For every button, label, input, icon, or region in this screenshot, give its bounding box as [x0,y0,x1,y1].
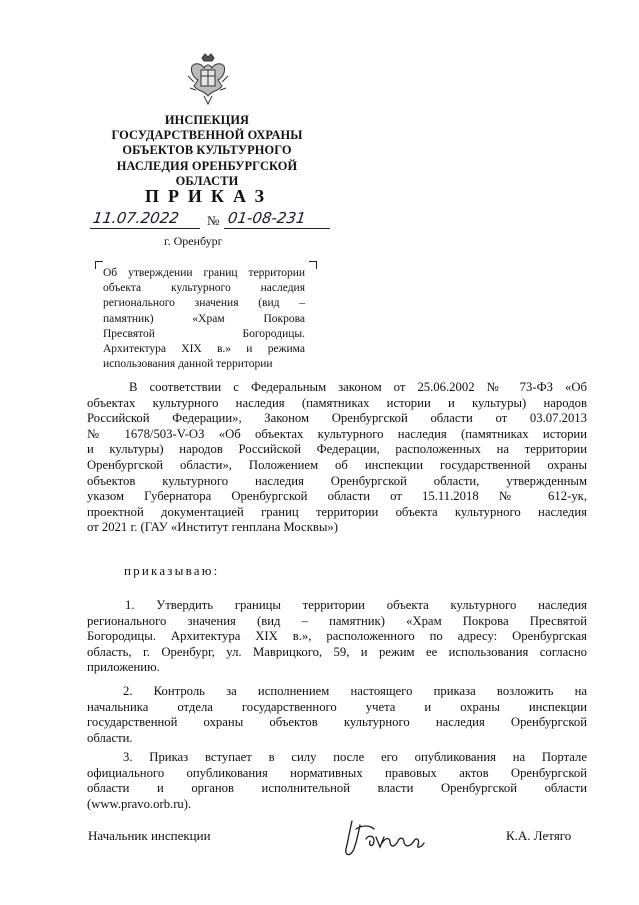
date-underline [90,228,200,229]
signatory-name: К.А. Летяго [506,828,572,843]
order-item-2 [87,684,587,746]
subject-line: объекта культурного наследия [103,282,305,295]
preamble-line: указом Губернатора Оренбургской области от 15.11.2018 № 612-ук, [87,489,587,504]
order-subject [103,266,305,372]
order-word: приказываю: [124,563,220,578]
subject-line: Архитектура XIX в.» и режима [103,343,305,356]
order-item-3 [87,750,587,812]
preamble-line: № 1678/503-V-ОЗ «Об объектах культурного наследия (памятниках истории [87,426,587,441]
item-line: официального опубликования нормативных правовых актов Оренбургской [87,765,587,780]
item-line: 3. Приказ вступает в силу после его опубликования на Портале [123,750,587,764]
org-line: ИНСПЕКЦИЯ [164,113,250,127]
item-line: приложению. [87,660,160,675]
item-line: области. [87,730,133,745]
preamble-line: проектной документацией границ территории объекта культурного наследия [87,504,587,519]
subject-corner-left [95,261,103,269]
handwritten-number: 01-08-231 [226,209,307,227]
item-line: (www.pravo.orb.ru). [87,796,192,811]
number-underline [224,228,330,229]
subject-line: использования данной территории [103,358,273,371]
preamble-paragraph [87,380,587,536]
item-line: государственной охраны объектов культурного наследия Оренбургской [87,715,587,730]
org-line: ГОСУДАРСТВЕННОЙ ОХРАНЫ [111,128,303,143]
preamble-line: и культуры) народов Российской Федерации, расположенных на территории [87,442,587,457]
signatory-position: Начальник инспекции [88,828,211,843]
handwritten-signature [340,815,430,861]
preamble-line: Оренбургской области», Положением об инспекции государственной охраны [87,457,587,472]
org-line: ОБЛАСТИ [175,173,239,188]
org-line: НАСЛЕДИЯ ОРЕНБУРГСКОЙ [116,158,298,173]
subject-corner-right [309,261,317,269]
item-line: 2. Контроль за исполнением настоящего приказа возложить на [123,684,587,698]
org-line: ОБЪЕКТОВ КУЛЬТУРНОГО [122,143,292,158]
preamble-line: объектов культурного наследия Оренбургской области, утвержденным [87,473,587,488]
preamble-line: В соответствии с Федеральным законом от 25.06.2002 № 73-ФЗ «Об [129,380,587,394]
issuing-authority [96,113,318,189]
preamble-line: объектах культурного наследия (памятниках истории и культуры) народов [87,395,587,410]
preamble-line: от 2021 г. (ГАУ «Институт генплана Москвы») [87,520,338,535]
handwritten-date: 11.07.2022 [91,209,181,227]
item-line: 1. Утвердить границы территории объекта культурного наследия [125,598,587,612]
subject-line: памятник) «Храм Покрова [103,312,305,325]
subject-line: Пресвятой Богородицы. [103,327,305,340]
order-item-1 [87,598,587,676]
item-line: области и органов исполнительной власти Оренбургской области [87,781,587,796]
subject-line: Об утверждении границ территории [103,267,305,279]
coat-of-arms-emblem [184,52,232,108]
preamble-line: Российской Федерации», Законом Оренбургской области от 03.07.2013 [87,411,587,426]
subject-line: регионального значения (вид – [103,297,305,310]
item-line: область, г. Оренбург, ул. Маврицкого, 59, и режим ее использования согласно [87,644,587,659]
date-number-line [90,209,330,233]
number-sign: № [207,213,220,228]
item-line: Богородицы. Архитектура XIX в.», расположенного по адресу: Оренбургская [87,629,587,644]
item-line: регионального значения (вид – памятник) «Храм Покрова Пресвятой [87,613,587,628]
city: г. Оренбург [164,234,223,248]
item-line: начальника отдела государственного учета и охраны инспекции [87,699,587,714]
document-type-title: ПРИКАЗ [144,186,274,206]
